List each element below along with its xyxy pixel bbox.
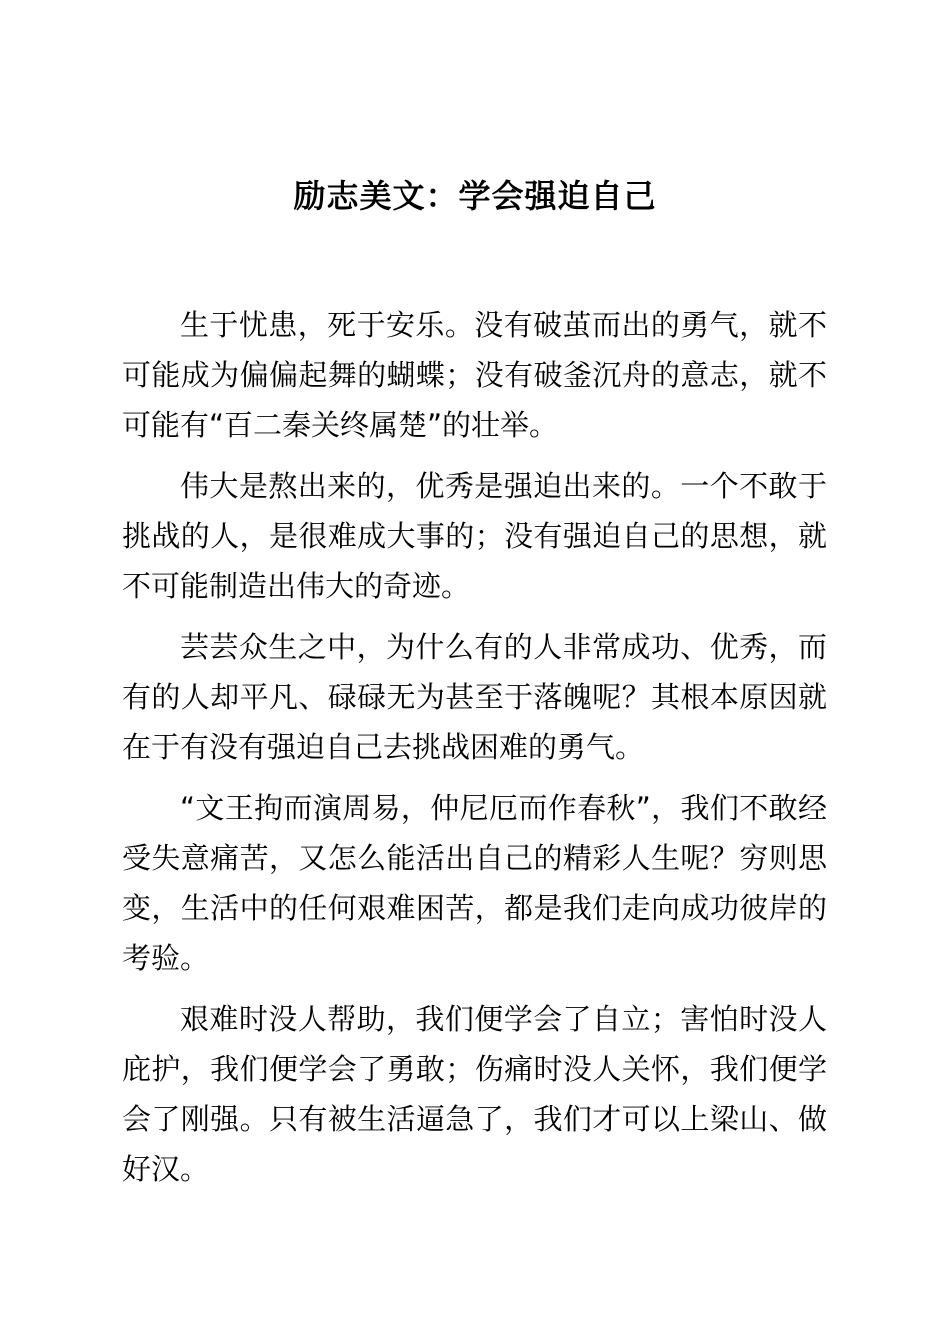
paragraph: 生于忧患，死于安乐。没有破茧而出的勇气，就不可能成为偏偏起舞的蝴蝶；没有破釜沉舟的意志，就不可能有“百二秦关终属楚”的壮举。: [122, 308, 827, 442]
paragraph: 艰难时没人帮助，我们便学会了自立；害怕时没人庇护，我们便学会了勇敢；伤痛时没人关怀，我们便学会了刚强。只有被生活逼急了，我们才可以上梁山、做好汉。: [122, 1002, 827, 1186]
paragraph: “文王拘而演周易，仲尼厄而作春秋”，我们不敢经受失意痛苦，又怎么能活出自己的精彩人生呢？穷则思变，生活中的任何艰难困苦，都是我们走向成功彼岸的考验。: [122, 791, 827, 975]
document-title: 励志美文：学会强迫自己: [293, 177, 657, 215]
document-body: [122, 300, 827, 1205]
paragraph: 伟大是熬出来的，优秀是强迫出来的。一个不敢于挑战的人，是很难成大事的；没有强迫自己的思想，就不可能制造出伟大的奇迹。: [122, 469, 827, 603]
paragraph: 芸芸众生之中，为什么有的人非常成功、优秀，而有的人却平凡、碌碌无为甚至于落魄呢？其根本原因就在于有没有强迫自己去挑战困难的勇气。: [122, 630, 827, 764]
